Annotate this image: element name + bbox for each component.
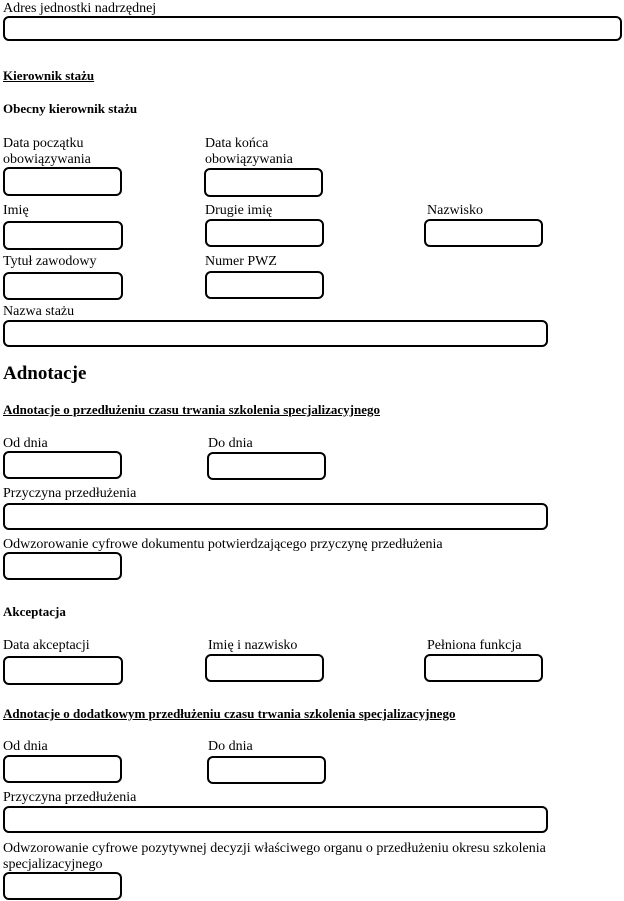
last-name-field[interactable] [424, 219, 543, 247]
extension-to-label: Do dnia [208, 436, 253, 451]
internship-name-field[interactable] [3, 320, 548, 347]
last-name-label: Nazwisko [427, 203, 483, 218]
acceptance-name-field[interactable] [205, 654, 324, 682]
acceptance-role-field[interactable] [424, 654, 543, 682]
extension-title: Adnotacje o przedłużeniu czasu trwania szkolenia specjalizacyjnego [3, 402, 380, 417]
pwz-label: Numer PWZ [205, 254, 277, 269]
first-name-label: Imię [3, 203, 29, 218]
end-date-field[interactable] [204, 168, 323, 197]
acceptance-title: Akceptacja [3, 604, 66, 619]
end-date-label: Data końca obowiązywania [205, 136, 293, 167]
supervisor-section-title: Kierownik stażu [3, 68, 95, 83]
acceptance-date-label: Data akceptacji [3, 638, 90, 653]
additional-to-field[interactable] [207, 756, 326, 784]
acceptance-role-label: Pełniona funkcja [427, 638, 522, 653]
acceptance-date-field[interactable] [3, 656, 123, 685]
extension-to-field[interactable] [207, 452, 326, 480]
extension-from-label: Od dnia [3, 436, 48, 451]
current-supervisor-title: Obecny kierownik stażu [3, 101, 138, 116]
start-date-label: Data początku obowiązywania [3, 136, 91, 167]
title-label: Tytuł zawodowy [3, 254, 97, 269]
additional-from-label: Od dnia [3, 739, 48, 754]
extension-reason-field[interactable] [3, 503, 548, 530]
additional-reason-field[interactable] [3, 806, 548, 833]
extension-doc-label: Odwzorowanie cyfrowe dokumentu potwierdzającego przyczynę przedłużenia [3, 537, 443, 552]
parent-address-label: Adres jednostki nadrzędnej [3, 1, 157, 16]
parent-address-field[interactable] [3, 16, 622, 41]
second-name-label: Drugie imię [205, 203, 273, 218]
first-name-field[interactable] [3, 221, 123, 250]
additional-doc-label: Odwzorowanie cyfrowe pozytywnej decyzji właściwego organu o przedłużeniu okresu szkolenia specjalizacyjnego [3, 841, 546, 872]
pwz-field[interactable] [205, 271, 324, 299]
additional-extension-title: Adnotacje o dodatkowym przedłużeniu czasu trwania szkolenia specjalizacyjnego [3, 706, 456, 721]
extension-from-field[interactable] [3, 451, 122, 479]
extension-reason-label: Przyczyna przedłużenia [3, 486, 137, 501]
acceptance-name-label: Imię i nazwisko [208, 638, 298, 653]
second-name-field[interactable] [205, 219, 324, 247]
additional-to-label: Do dnia [208, 739, 253, 754]
annotations-heading: Adnotacje [3, 363, 87, 384]
additional-doc-field[interactable] [3, 872, 122, 900]
title-field[interactable] [3, 272, 123, 300]
extension-doc-field[interactable] [3, 552, 122, 580]
internship-name-label: Nazwa stażu [3, 304, 75, 319]
start-date-field[interactable] [3, 167, 122, 196]
additional-from-field[interactable] [3, 755, 122, 783]
additional-reason-label: Przyczyna przedłużenia [3, 790, 137, 805]
